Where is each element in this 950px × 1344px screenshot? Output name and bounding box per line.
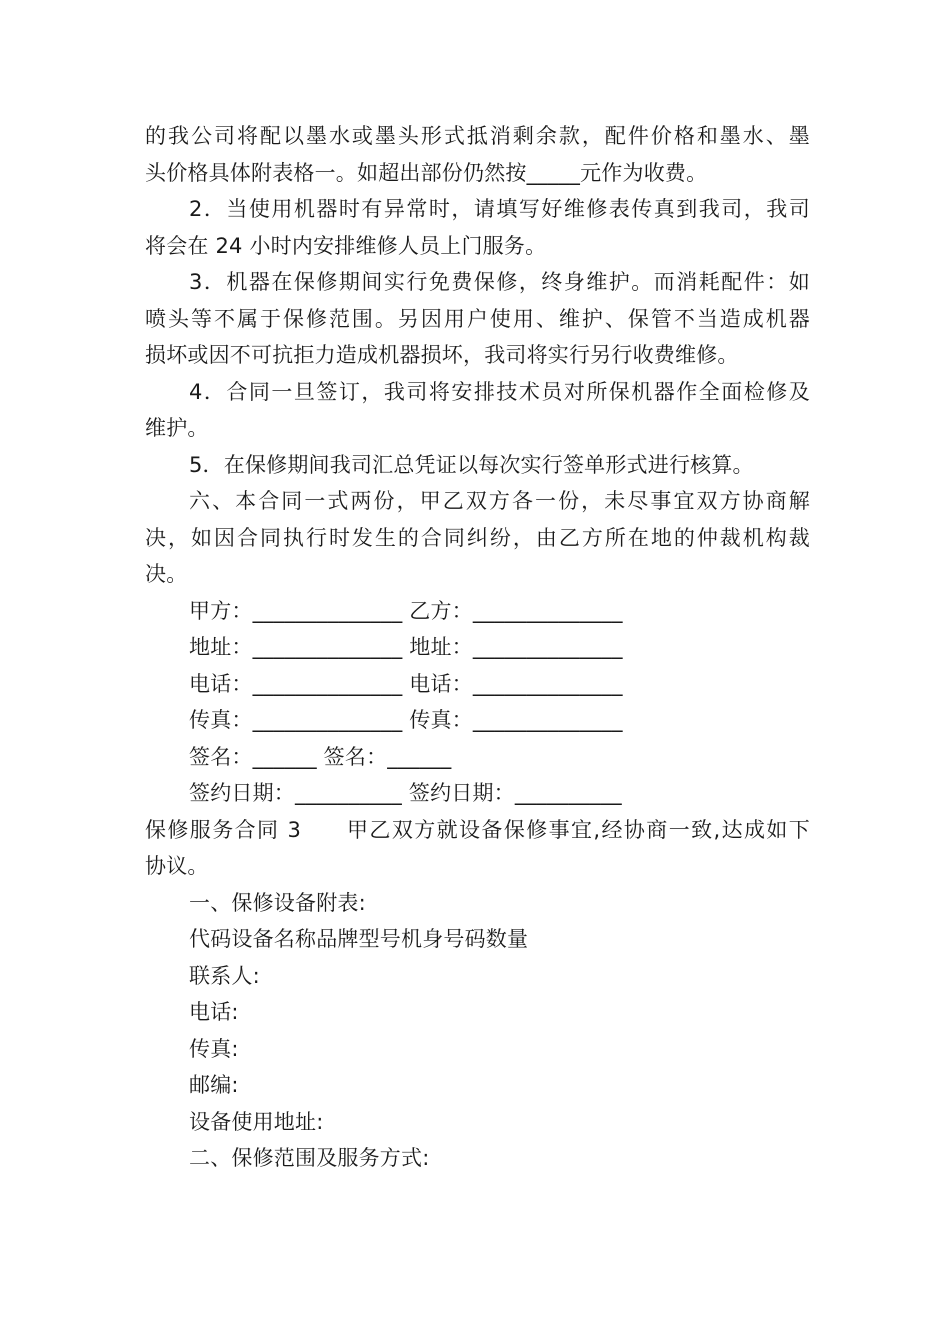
text-line: 邮编:: [189, 1073, 239, 1097]
signature-line-party: 甲方：______________ 乙方：______________: [189, 598, 623, 623]
text-line: 联系人:: [189, 963, 260, 988]
text-line: 的我公司将配以墨水或墨头形式抵消剩余款，配件价格和墨水、墨: [145, 124, 810, 148]
text-line: 二、保修范围及服务方式:: [189, 1146, 430, 1170]
text-line: 将会在 24 小时内安排维修人员上门服务。: [145, 233, 547, 258]
text-line: 3．机器在保修期间实行免费保修，终身维护。而消耗配件：如: [189, 270, 810, 294]
text-line: 协议。: [145, 854, 209, 878]
text-line: 设备使用地址:: [189, 1109, 324, 1134]
text-line: 5．在保修期间我司汇总凭证以每次实行签单形式进行核算。: [189, 452, 754, 477]
text-line: 传真:: [189, 1036, 239, 1061]
document-page: [145, 118, 810, 1177]
signature-line-date: 签约日期：__________ 签约日期：__________: [189, 781, 622, 805]
text-line: 电话:: [189, 1000, 239, 1024]
text-line: 喷头等不属于保修范围。另因用户使用、维护、保管不当造成机器: [145, 306, 810, 331]
text-line: 代码设备名称品牌型号机身号码数量: [189, 927, 529, 951]
text-line: 维护。: [145, 416, 209, 440]
signature-line-phone: 电话：______________ 电话：______________: [189, 671, 623, 696]
section-heading: 保修服务合同 3 甲乙双方就设备保修事宜,经协商一致,达成如下: [145, 817, 810, 842]
text-line: 4．合同一旦签订，我司将安排技术员对所保机器作全面检修及: [189, 379, 810, 404]
text-line: 一、保修设备附表:: [189, 890, 366, 915]
text-line: 决，如因合同执行时发生的合同纠纷，由乙方所在地的仲裁机构裁: [145, 525, 810, 550]
text-line: 决。: [145, 562, 188, 586]
signature-line-address: 地址：______________ 地址：______________: [189, 635, 623, 659]
text-line: 六、本合同一式两份，甲乙双方各一份，未尽事宜双方协商解: [189, 489, 810, 513]
text-line: 损坏或因不可抗拒力造成机器损坏，我司将实行另行收费维修。: [145, 343, 739, 367]
signature-line-fax: 传真：______________ 传真：______________: [189, 708, 623, 732]
text-line: 头价格具体附表格一。如超出部份仍然按_____元作为收费。: [145, 160, 708, 185]
signature-line-sign: 签名：______ 签名：______: [189, 744, 452, 769]
text-line: 2．当使用机器时有异常时，请填写好维修表传真到我司，我司: [189, 197, 810, 221]
